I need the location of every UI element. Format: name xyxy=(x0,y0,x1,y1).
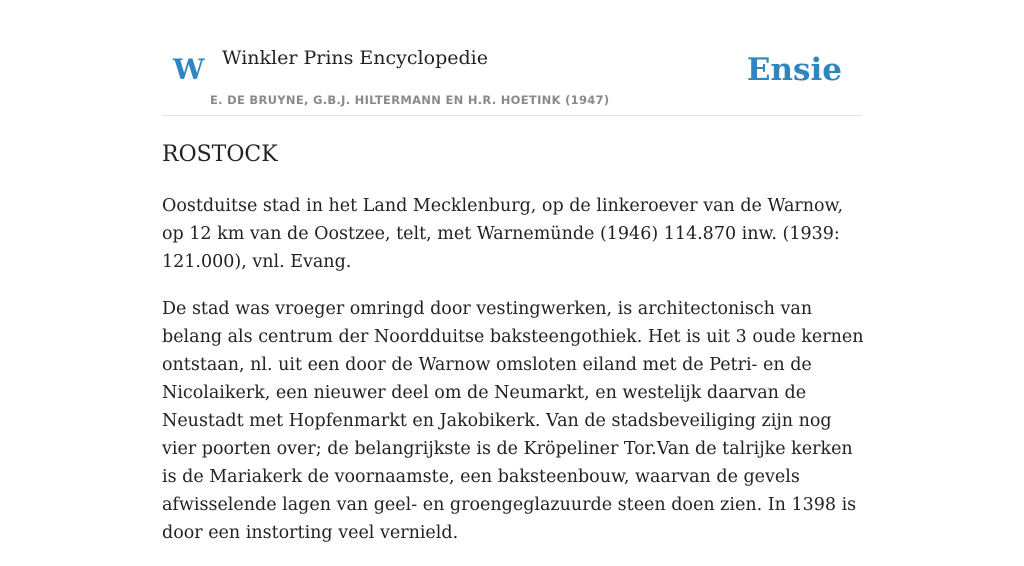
source-authors: E. DE BRUYNE, G.B.J. HILTERMANN EN H.R. HOETINK (1947) xyxy=(210,93,610,107)
article-paragraph: De stad was vroeger omringd door vestingwerken, is architectonisch van belang als centrum der Noordduitse baksteengothiek. Het is uit 3 oude kernen ontstaan, nl. uit een door de Warnow omsloten eiland met de Petri- en de Nicolaikerk, een nieuwer deel om de Neumarkt, en westelijk daarvan de Neustadt met Hopfenmarkt en Jakobikerk. Van de stadsbeveiliging zijn nog vier poorten over; de belangrijkste is de Kröpeliner Tor.Van de talrijke kerken is de Mariakerk de voornaamste, een baksteenbouw, waarvan de gevels afwisselende lagen van geel- en groengeglazuurde steen doen zien. In 1398 is door een instorting veel vernield. xyxy=(162,299,864,543)
winkler-prins-logo[interactable]: W xyxy=(173,53,205,86)
article-paragraph: Oostduitse stad in het Land Mecklenburg, op de linkeroever van de Warnow, op 12 km van de Oostzee, telt, met Warnemünde (1946) 114.870 inw. (1939: 121.000), vnl. Evang. xyxy=(162,196,844,272)
source-header xyxy=(162,36,862,116)
article-title: ROSTOCK xyxy=(162,142,278,167)
ensie-logo-link[interactable]: Ensie xyxy=(746,52,842,88)
article-body xyxy=(162,192,866,566)
source-title[interactable]: Winkler Prins Encyclopedie xyxy=(222,47,488,69)
